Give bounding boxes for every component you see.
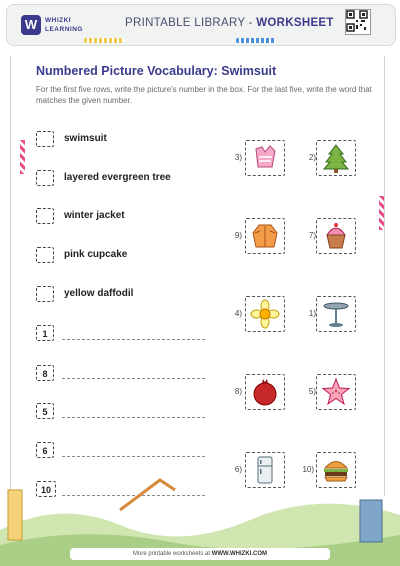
cupcake-icon xyxy=(316,218,356,254)
picture-label: 4) xyxy=(234,309,242,318)
header-hatch-decoration xyxy=(236,38,276,43)
vocab-word: yellow daffodil xyxy=(64,288,134,299)
table-icon xyxy=(316,296,356,332)
given-number-box: 1 xyxy=(36,325,54,341)
pink-stripe-decoration xyxy=(20,140,25,174)
daffodil-icon xyxy=(245,296,285,332)
given-number-box: 6 xyxy=(36,442,54,458)
footer-link[interactable]: WWW.WHIZKI.COM xyxy=(211,551,268,557)
header-title-prefix: PRINTABLE LIBRARY - xyxy=(125,17,257,29)
given-number-box: 8 xyxy=(36,365,54,381)
answer-line[interactable] xyxy=(62,417,205,418)
answer-box[interactable] xyxy=(36,131,54,147)
header-title xyxy=(125,17,334,29)
logo-text-line1: WHIZKI xyxy=(45,17,72,24)
footer-bar xyxy=(70,548,330,560)
worksheet-instructions: For the first five rows, write the picture's number in the box. For the last five, write the word that matches the given number. xyxy=(36,85,372,105)
given-number-box: 10 xyxy=(36,481,56,497)
picture-label: 2) xyxy=(308,153,316,162)
starfish-icon xyxy=(316,374,356,410)
answer-box[interactable] xyxy=(36,247,54,263)
given-number-box: 5 xyxy=(36,403,54,419)
vocab-word: layered evergreen tree xyxy=(64,172,171,183)
pomegranate-icon xyxy=(245,374,285,410)
picture-label: 3) xyxy=(234,153,242,162)
answer-box[interactable] xyxy=(36,286,54,302)
winter-jacket-icon xyxy=(245,218,285,254)
qr-code-icon xyxy=(345,9,371,35)
picture-label: 7) xyxy=(308,231,316,240)
header-hatch-decoration xyxy=(84,38,124,43)
picture-label: 9) xyxy=(234,231,242,240)
answer-line[interactable] xyxy=(62,456,205,457)
logo-text-line2: LEARNING xyxy=(45,26,83,33)
answer-box[interactable] xyxy=(36,208,54,224)
vocab-word: winter jacket xyxy=(64,210,125,221)
header-bar xyxy=(6,4,396,46)
picture-label: 10) xyxy=(302,465,314,474)
vocab-word: pink cupcake xyxy=(64,249,128,260)
picture-label: 8) xyxy=(234,387,242,396)
answer-line[interactable] xyxy=(62,339,205,340)
evergreen-tree-icon xyxy=(316,140,356,176)
pink-stripe-decoration xyxy=(379,196,384,230)
answer-line[interactable] xyxy=(62,378,205,379)
swimsuit-icon xyxy=(245,140,285,176)
left-rail-decoration xyxy=(10,56,19,496)
right-rail-decoration xyxy=(384,56,393,496)
vocab-word: swimsuit xyxy=(64,133,107,144)
picture-label: 6) xyxy=(234,465,242,474)
picture-label: 1) xyxy=(308,309,316,318)
logo-badge: W xyxy=(21,15,41,35)
picture-label: 5) xyxy=(308,387,316,396)
logo[interactable] xyxy=(21,15,101,39)
worksheet-title: Numbered Picture Vocabulary: Swimsuit xyxy=(36,64,277,78)
answer-box[interactable] xyxy=(36,170,54,186)
footer-text: More printable worksheets at xyxy=(132,551,212,557)
header-title-bold: WORKSHEET xyxy=(256,17,334,29)
